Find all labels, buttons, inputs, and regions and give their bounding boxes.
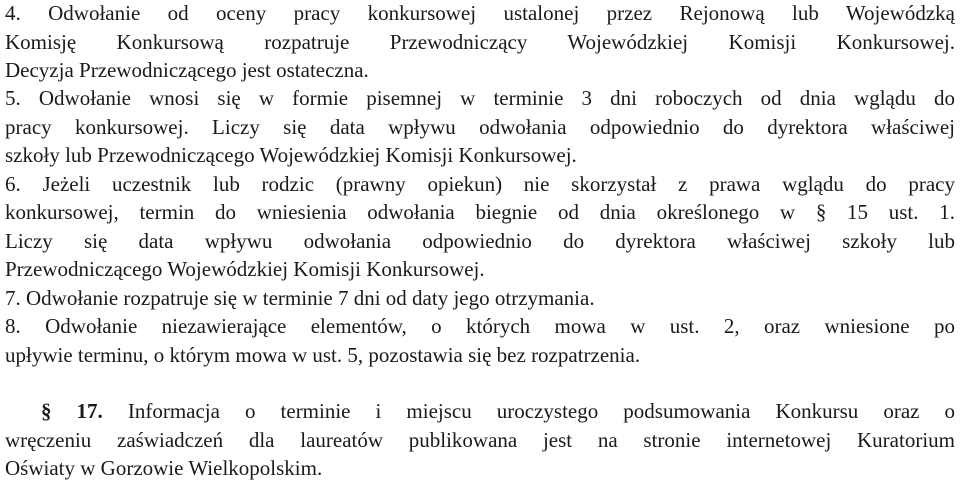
paragraph-5-line-2: pracy konkursowej. Liczy się data wpływu odwołania odpowiednio do dyrektora właściwej — [5, 115, 955, 139]
section-17-line-2: wręczeniu zaświadczeń dla laureatów publikowana jest na stronie internetowej Kuratorium — [5, 428, 955, 452]
section-17-line-1 — [5, 398, 955, 424]
paragraph-4-line-3: Decyzja Przewodniczącego jest ostateczna. — [5, 58, 369, 82]
paragraph-6-line-4: Przewodniczącego Wojewódzkiej Komisji Konkursowej. — [5, 257, 485, 281]
paragraph-8-line-2: upływie terminu, o którym mowa w ust. 5, pozostawia się bez rozpatrzenia. — [5, 343, 641, 367]
paragraph-6-line-2: konkursowej, termin do wniesienia odwołania biegnie od dnia określonego w § 15 ust. 1. — [5, 200, 955, 224]
paragraph-4-line-2: Komisję Konkursową rozpatruje Przewodniczący Wojewódzkiej Komisji Konkursowej. — [5, 30, 955, 54]
section-17-number: § 17. — [41, 399, 103, 423]
paragraph-8-line-1: 8. Odwołanie niezawierające elementów, o których mowa w ust. 2, oraz wniesione po — [5, 314, 955, 338]
section-17-line-3: Oświaty w Gorzowie Wielkopolskim. — [5, 456, 323, 480]
paragraph-4-line-1: 4. Odwołanie od oceny pracy konkursowej ustalonej przez Rejonową lub Wojewódzką — [5, 1, 955, 25]
paragraph-5-line-1: 5. Odwołanie wnosi się w formie pisemnej w terminie 3 dni roboczych od dnia wglądu do — [5, 86, 955, 110]
paragraph-6-line-3: Liczy się data wpływu odwołania odpowiednio do dyrektora właściwej szkoły lub — [5, 229, 955, 253]
paragraph-5-line-3: szkoły lub Przewodniczącego Wojewódzkiej Komisji Konkursowej. — [5, 143, 577, 167]
paragraph-6-line-1: 6. Jeżeli uczestnik lub rodzic (prawny opiekun) nie skorzystał z prawa wglądu do pracy — [5, 172, 955, 196]
section-17-text-1: Informacja o terminie i miejscu uroczystego podsumowania Konkursu oraz o — [127, 399, 956, 423]
paragraph-7-line-1: 7. Odwołanie rozpatruje się w terminie 7 dni od daty jego otrzymania. — [5, 286, 595, 310]
